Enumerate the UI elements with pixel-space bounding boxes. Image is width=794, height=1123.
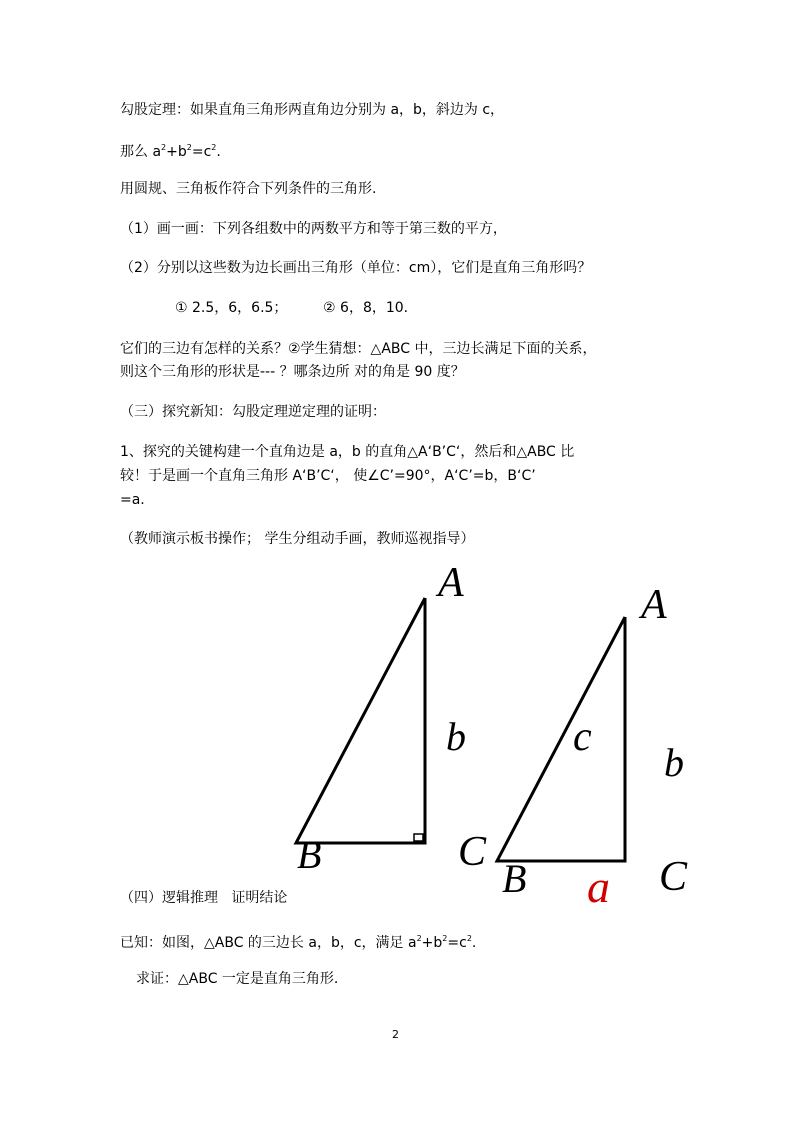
right-side-a: a [587,861,610,912]
exponent: 2 [161,143,167,152]
right-vertex-C: C [659,854,688,900]
given-plus-b: +b [421,935,443,951]
task-1: （1）画一画：下列各组数中的两数平方和等于第三数的平方， [120,221,507,237]
left-vertex-A: A [438,560,464,606]
exponent: 2 [186,143,192,152]
number-groups: ① 2.5，6，6.5； ② 6，8，10. [175,300,409,316]
left-triangle [296,598,425,843]
exponent: 2 [466,934,472,943]
formula-end: . [216,144,221,160]
exploration-line-1: 1、探究的关键构建一个直角边是 a，b 的直角△A‘B’C‘，然后和△ABC 比 [120,444,575,460]
exploration-line-2: 较！于是画一个直角三角形 A‘B’C‘， 使∠C’=90°，A‘C’=b，B‘C’ [120,468,536,484]
prove-statement: 求证：△ABC 一定是直角三角形. [136,971,339,987]
formula-equals-c: =c [191,144,212,160]
right-triangle [497,617,625,861]
left-vertex-B: B [297,832,322,877]
formula-plus-b: +b [166,144,187,160]
construction-intro: 用圆规、三角板作符合下列条件的三角形. [120,181,377,197]
exponent: 2 [416,934,422,943]
stray-vertex-C: C [458,829,487,875]
exploration-line-3: =a. [120,492,145,508]
exponent: 2 [211,143,217,152]
teacher-demo-note: （教师演示板书操作； 学生分组动手画，教师巡视指导） [120,531,475,547]
given-end: . [471,935,477,951]
right-angle-mark [414,834,423,841]
section-3-heading: （三）探究新知：勾股定理逆定理的证明： [120,404,386,420]
exponent: 2 [442,934,448,943]
right-vertex-A: A [641,582,667,628]
task-2: （2）分别以这些数为边长画出三角形（单位：cm），它们是直角三角形吗？ [120,260,592,276]
question-line-2: 则这个三角形的形状是--- ？哪条边所 对的角是 90 度？ [120,364,465,380]
theorem-statement: 勾股定理：如果直角三角形两直角边分别为 a，b，斜边为 c， [120,102,505,118]
given-equals-c: =c [447,935,467,951]
given-prefix: 已知：如图，△ABC 的三边长 a，b，c，满足 a [120,935,417,951]
page-number: 2 [392,1028,399,1041]
formula-prefix: 那么 a [120,144,162,160]
given-statement [120,929,476,953]
right-side-b: b [664,740,684,785]
right-hypotenuse-c: c [573,714,592,760]
section-4-heading: （四）逻辑推理 证明结论 [120,890,288,906]
right-vertex-B: B [502,856,527,901]
left-side-b: b [446,714,466,759]
question-line-1: 它们的三边有怎样的关系？②学生猜想：△ABC 中，三边长满足下面的关系， [120,341,597,357]
